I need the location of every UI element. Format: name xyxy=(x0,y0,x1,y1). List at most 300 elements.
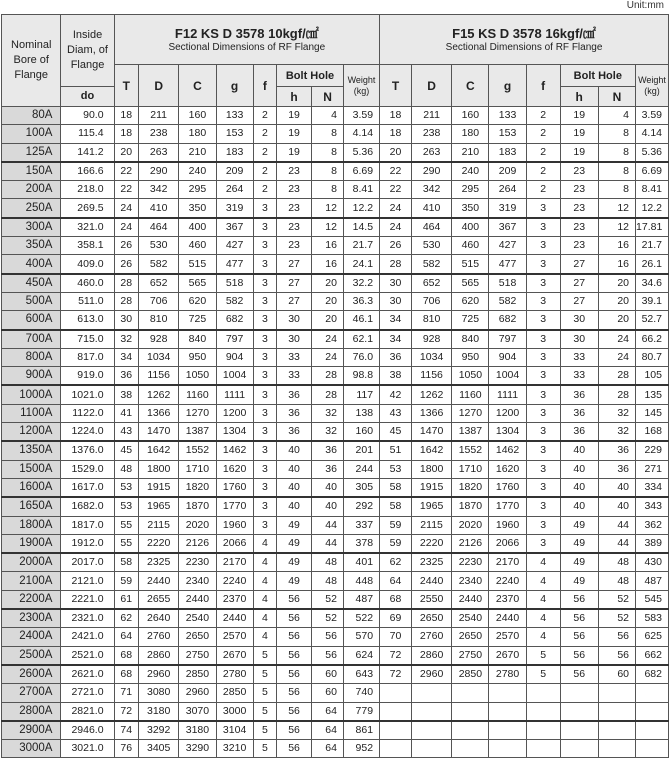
cell-h-f12: 40 xyxy=(277,497,312,516)
cell-c-f12: 2126 xyxy=(179,534,216,553)
cell-weight-f15: 545 xyxy=(636,590,669,609)
cell-f-f12: 3 xyxy=(253,385,276,404)
cell-c-f15: 840 xyxy=(452,330,489,349)
cell-g-f15: 367 xyxy=(489,218,526,237)
header-group-f15 xyxy=(380,15,669,65)
cell-n-f12: 32 xyxy=(312,423,344,442)
cell-inside-diameter: 1021.0 xyxy=(61,385,114,404)
cell-weight-f12: 98.8 xyxy=(343,367,379,386)
cell-t-f12: 71 xyxy=(114,684,138,702)
cell-f-f15: 3 xyxy=(526,292,560,310)
cell-t-f12: 58 xyxy=(114,553,138,572)
cell-d-f12: 290 xyxy=(138,162,178,181)
cell-d-f15: 652 xyxy=(411,274,451,293)
flange-dimension-table xyxy=(1,14,669,758)
cell-g-f12: 1960 xyxy=(216,516,253,534)
cell-h-f15: 40 xyxy=(560,460,598,478)
cell-f-f15 xyxy=(526,740,560,758)
cell-n-f12: 48 xyxy=(312,553,344,572)
cell-c-f12: 620 xyxy=(179,292,216,310)
cell-nominal-bore: 2400A xyxy=(2,628,61,646)
cell-t-f12: 62 xyxy=(114,609,138,628)
cell-c-f15: 1050 xyxy=(452,367,489,386)
cell-h-f15: 33 xyxy=(560,348,598,366)
cell-g-f12: 518 xyxy=(216,274,253,293)
cell-n-f12: 16 xyxy=(312,255,344,274)
col-f-f12: f xyxy=(253,65,276,107)
cell-c-f12: 2020 xyxy=(179,516,216,534)
cell-d-f15: 263 xyxy=(411,143,451,162)
cell-g-f15: 2670 xyxy=(489,646,526,665)
cell-d-f15 xyxy=(411,684,451,702)
cell-weight-f15: 145 xyxy=(636,404,669,422)
cell-n-f12: 60 xyxy=(312,684,344,702)
cell-weight-f12: 740 xyxy=(343,684,379,702)
cell-g-f12: 1760 xyxy=(216,478,253,497)
cell-t-f12: 72 xyxy=(114,702,138,721)
cell-inside-diameter: 3021.0 xyxy=(61,740,114,758)
cell-n-f12: 20 xyxy=(312,274,344,293)
cell-n-f15: 44 xyxy=(598,516,635,534)
cell-h-f12: 23 xyxy=(277,218,312,237)
cell-c-f12: 950 xyxy=(179,348,216,366)
cell-h-f15: 56 xyxy=(560,590,598,609)
cell-nominal-bore: 2500A xyxy=(2,646,61,665)
cell-t-f12: 76 xyxy=(114,740,138,758)
cell-f-f12: 5 xyxy=(253,684,276,702)
cell-n-f12: 64 xyxy=(312,702,344,721)
table-row xyxy=(2,348,669,366)
cell-n-f12: 8 xyxy=(312,125,344,143)
cell-t-f12: 53 xyxy=(114,497,138,516)
cell-d-f12: 652 xyxy=(138,274,178,293)
cell-h-f15: 23 xyxy=(560,237,598,255)
cell-h-f12: 56 xyxy=(277,609,312,628)
cell-f-f15: 5 xyxy=(526,665,560,684)
header-group-f12 xyxy=(114,15,380,65)
table-row xyxy=(2,237,669,255)
cell-weight-f12: 46.1 xyxy=(343,311,379,330)
cell-t-f12: 30 xyxy=(114,311,138,330)
cell-f-f15: 2 xyxy=(526,107,560,125)
cell-g-f12: 3000 xyxy=(216,702,253,721)
cell-n-f12: 20 xyxy=(312,311,344,330)
cell-c-f12: 2440 xyxy=(179,590,216,609)
cell-c-f12: 1050 xyxy=(179,367,216,386)
cell-weight-f15: 682 xyxy=(636,665,669,684)
table-row xyxy=(2,107,669,125)
cell-c-f12: 1552 xyxy=(179,441,216,460)
cell-h-f12: 19 xyxy=(277,107,312,125)
cell-h-f15: 56 xyxy=(560,646,598,665)
cell-f-f12: 3 xyxy=(253,199,276,218)
cell-g-f12: 3104 xyxy=(216,721,253,740)
cell-nominal-bore: 1350A xyxy=(2,441,61,460)
cell-n-f15: 32 xyxy=(598,404,635,422)
cell-n-f15: 60 xyxy=(598,665,635,684)
cell-weight-f12: 32.2 xyxy=(343,274,379,293)
cell-h-f12: 56 xyxy=(277,665,312,684)
cell-t-f15: 18 xyxy=(380,107,412,125)
cell-t-f15: 45 xyxy=(380,423,412,442)
cell-h-f15: 36 xyxy=(560,423,598,442)
cell-h-f15: 30 xyxy=(560,330,598,349)
cell-d-f12: 263 xyxy=(138,143,178,162)
cell-weight-f15 xyxy=(636,702,669,721)
cell-t-f12: 45 xyxy=(114,441,138,460)
cell-nominal-bore: 1650A xyxy=(2,497,61,516)
cell-f-f12: 2 xyxy=(253,162,276,181)
cell-h-f12: 40 xyxy=(277,460,312,478)
cell-c-f15: 2650 xyxy=(452,628,489,646)
cell-weight-f12: 305 xyxy=(343,478,379,497)
cell-weight-f15 xyxy=(636,721,669,740)
cell-g-f12: 2370 xyxy=(216,590,253,609)
cell-g-f15: 1770 xyxy=(489,497,526,516)
cell-f-f15: 2 xyxy=(526,125,560,143)
cell-f-f12: 4 xyxy=(253,553,276,572)
cell-t-f15: 69 xyxy=(380,609,412,628)
cell-h-f15 xyxy=(560,684,598,702)
cell-f-f15: 2 xyxy=(526,181,560,199)
cell-c-f12: 515 xyxy=(179,255,216,274)
cell-d-f15 xyxy=(411,702,451,721)
cell-g-f12: 153 xyxy=(216,125,253,143)
cell-c-f15: 240 xyxy=(452,162,489,181)
cell-g-f15: 797 xyxy=(489,330,526,349)
cell-h-f15: 40 xyxy=(560,497,598,516)
cell-f-f12: 3 xyxy=(253,218,276,237)
cell-inside-diameter: 2621.0 xyxy=(61,665,114,684)
cell-inside-diameter: 218.0 xyxy=(61,181,114,199)
cell-h-f12: 49 xyxy=(277,516,312,534)
cell-n-f12: 36 xyxy=(312,460,344,478)
cell-inside-diameter: 1529.0 xyxy=(61,460,114,478)
cell-nominal-bore: 2000A xyxy=(2,553,61,572)
cell-inside-diameter: 141.2 xyxy=(61,143,114,162)
header-inside-diameter: Inside Diam, of Flange xyxy=(61,15,114,87)
cell-d-f12: 2440 xyxy=(138,572,178,590)
cell-weight-f12: 779 xyxy=(343,702,379,721)
cell-f-f12: 3 xyxy=(253,423,276,442)
cell-c-f12: 460 xyxy=(179,237,216,255)
cell-nominal-bore: 1600A xyxy=(2,478,61,497)
cell-g-f15: 2066 xyxy=(489,534,526,553)
cell-f-f12: 3 xyxy=(253,311,276,330)
cell-weight-f12: 117 xyxy=(343,385,379,404)
cell-n-f15: 20 xyxy=(598,311,635,330)
cell-t-f12: 28 xyxy=(114,274,138,293)
cell-d-f15: 290 xyxy=(411,162,451,181)
cell-nominal-bore: 80A xyxy=(2,107,61,125)
col-n-f15: N xyxy=(598,87,635,107)
cell-d-f12: 342 xyxy=(138,181,178,199)
cell-d-f12: 706 xyxy=(138,292,178,310)
cell-weight-f12: 487 xyxy=(343,590,379,609)
cell-weight-f15: 334 xyxy=(636,478,669,497)
cell-f-f15 xyxy=(526,721,560,740)
cell-g-f12: 2440 xyxy=(216,609,253,628)
cell-inside-diameter: 115.4 xyxy=(61,125,114,143)
cell-h-f15: 19 xyxy=(560,143,598,162)
cell-f-f12: 2 xyxy=(253,107,276,125)
cell-d-f12: 238 xyxy=(138,125,178,143)
cell-inside-diameter: 2821.0 xyxy=(61,702,114,721)
cell-c-f15: 460 xyxy=(452,237,489,255)
cell-d-f15: 810 xyxy=(411,311,451,330)
cell-d-f12: 410 xyxy=(138,199,178,218)
cell-t-f12: 59 xyxy=(114,572,138,590)
cell-t-f12: 53 xyxy=(114,478,138,497)
cell-h-f15: 56 xyxy=(560,609,598,628)
cell-h-f15: 19 xyxy=(560,107,598,125)
cell-c-f12: 1870 xyxy=(179,497,216,516)
cell-c-f15 xyxy=(452,702,489,721)
cell-nominal-bore: 250A xyxy=(2,199,61,218)
cell-t-f12: 64 xyxy=(114,628,138,646)
cell-t-f15: 70 xyxy=(380,628,412,646)
cell-nominal-bore: 1000A xyxy=(2,385,61,404)
group-f12-subtitle: Sectional Dimensions of RF Flange xyxy=(168,42,326,53)
cell-d-f12: 2640 xyxy=(138,609,178,628)
cell-weight-f12: 24.1 xyxy=(343,255,379,274)
cell-n-f15: 24 xyxy=(598,348,635,366)
cell-h-f15 xyxy=(560,740,598,758)
cell-inside-diameter: 817.0 xyxy=(61,348,114,366)
cell-n-f12: 60 xyxy=(312,665,344,684)
cell-n-f12: 56 xyxy=(312,646,344,665)
cell-c-f12: 180 xyxy=(179,125,216,143)
cell-g-f15: 1760 xyxy=(489,478,526,497)
cell-d-f15: 1034 xyxy=(411,348,451,366)
cell-c-f12: 3290 xyxy=(179,740,216,758)
col-c-f15: C xyxy=(452,65,489,107)
cell-n-f12: 40 xyxy=(312,497,344,516)
cell-f-f12: 3 xyxy=(253,255,276,274)
cell-h-f12: 27 xyxy=(277,292,312,310)
cell-d-f15: 2960 xyxy=(411,665,451,684)
cell-n-f15: 12 xyxy=(598,199,635,218)
cell-d-f15: 706 xyxy=(411,292,451,310)
cell-h-f15: 49 xyxy=(560,572,598,590)
cell-weight-f15: 26.1 xyxy=(636,255,669,274)
cell-d-f15: 928 xyxy=(411,330,451,349)
cell-g-f12: 682 xyxy=(216,311,253,330)
cell-g-f15: 682 xyxy=(489,311,526,330)
cell-d-f15: 211 xyxy=(411,107,451,125)
cell-inside-diameter: 409.0 xyxy=(61,255,114,274)
cell-d-f12: 3292 xyxy=(138,721,178,740)
cell-h-f15: 36 xyxy=(560,404,598,422)
cell-f-f12: 3 xyxy=(253,497,276,516)
cell-n-f12: 28 xyxy=(312,385,344,404)
cell-t-f12: 24 xyxy=(114,199,138,218)
cell-d-f12: 928 xyxy=(138,330,178,349)
cell-h-f12: 49 xyxy=(277,572,312,590)
cell-c-f12: 1270 xyxy=(179,404,216,422)
cell-c-f15: 1270 xyxy=(452,404,489,422)
cell-weight-f12: 522 xyxy=(343,609,379,628)
cell-g-f12: 133 xyxy=(216,107,253,125)
cell-c-f15: 2850 xyxy=(452,665,489,684)
table-row xyxy=(2,143,669,162)
cell-g-f15: 209 xyxy=(489,162,526,181)
cell-f-f12: 3 xyxy=(253,274,276,293)
cell-n-f15 xyxy=(598,684,635,702)
cell-weight-f15: 229 xyxy=(636,441,669,460)
table-row xyxy=(2,478,669,497)
cell-d-f15: 2115 xyxy=(411,516,451,534)
cell-d-f15: 410 xyxy=(411,199,451,218)
cell-h-f15: 33 xyxy=(560,367,598,386)
cell-h-f15: 23 xyxy=(560,199,598,218)
cell-n-f12: 64 xyxy=(312,740,344,758)
cell-g-f15: 2240 xyxy=(489,572,526,590)
table-row xyxy=(2,740,669,758)
cell-n-f15: 28 xyxy=(598,385,635,404)
cell-d-f12: 1366 xyxy=(138,404,178,422)
cell-d-f15: 2760 xyxy=(411,628,451,646)
cell-d-f12: 1034 xyxy=(138,348,178,366)
cell-c-f15: 2230 xyxy=(452,553,489,572)
cell-g-f12: 1004 xyxy=(216,367,253,386)
cell-f-f12: 5 xyxy=(253,721,276,740)
cell-c-f15: 160 xyxy=(452,107,489,125)
cell-n-f12: 20 xyxy=(312,292,344,310)
cell-c-f12: 1820 xyxy=(179,478,216,497)
cell-g-f15: 133 xyxy=(489,107,526,125)
cell-d-f15: 1156 xyxy=(411,367,451,386)
cell-t-f12: 22 xyxy=(114,181,138,199)
cell-t-f15 xyxy=(380,684,412,702)
cell-c-f15: 210 xyxy=(452,143,489,162)
cell-t-f15: 20 xyxy=(380,143,412,162)
group-f15-title: F15 KS D 3578 16kgf/㎠ xyxy=(452,26,596,41)
cell-weight-f12: 160 xyxy=(343,423,379,442)
cell-c-f15: 1870 xyxy=(452,497,489,516)
cell-c-f15 xyxy=(452,684,489,702)
cell-g-f12: 2850 xyxy=(216,684,253,702)
cell-g-f15: 153 xyxy=(489,125,526,143)
cell-t-f15: 58 xyxy=(380,478,412,497)
cell-g-f15: 1960 xyxy=(489,516,526,534)
cell-f-f15: 3 xyxy=(526,404,560,422)
table-row xyxy=(2,385,669,404)
cell-c-f15: 1387 xyxy=(452,423,489,442)
cell-weight-f15 xyxy=(636,740,669,758)
cell-h-f15: 36 xyxy=(560,385,598,404)
cell-weight-f15: 12.2 xyxy=(636,199,669,218)
cell-c-f12: 2650 xyxy=(179,628,216,646)
cell-f-f12: 3 xyxy=(253,367,276,386)
cell-t-f15: 26 xyxy=(380,237,412,255)
cell-n-f15: 48 xyxy=(598,572,635,590)
cell-nominal-bore: 100A xyxy=(2,125,61,143)
cell-t-f12: 48 xyxy=(114,460,138,478)
cell-c-f12: 400 xyxy=(179,218,216,237)
cell-inside-diameter: 1817.0 xyxy=(61,516,114,534)
cell-g-f15: 2440 xyxy=(489,609,526,628)
cell-g-f15: 2170 xyxy=(489,553,526,572)
cell-h-f12: 23 xyxy=(277,162,312,181)
cell-c-f12: 565 xyxy=(179,274,216,293)
cell-inside-diameter: 511.0 xyxy=(61,292,114,310)
cell-h-f15: 56 xyxy=(560,628,598,646)
cell-weight-f12: 3.59 xyxy=(343,107,379,125)
table-row xyxy=(2,460,669,478)
cell-h-f15 xyxy=(560,721,598,740)
cell-g-f15: 582 xyxy=(489,292,526,310)
cell-f-f15: 3 xyxy=(526,460,560,478)
cell-h-f12: 49 xyxy=(277,553,312,572)
cell-g-f12: 1462 xyxy=(216,441,253,460)
cell-f-f15: 3 xyxy=(526,348,560,366)
cell-f-f15: 2 xyxy=(526,143,560,162)
cell-c-f15: 1710 xyxy=(452,460,489,478)
cell-c-f15: 2020 xyxy=(452,516,489,534)
cell-g-f15: 2370 xyxy=(489,590,526,609)
cell-weight-f15: 3.59 xyxy=(636,107,669,125)
cell-weight-f12: 570 xyxy=(343,628,379,646)
cell-t-f15: 34 xyxy=(380,311,412,330)
cell-inside-diameter: 2221.0 xyxy=(61,590,114,609)
cell-n-f12: 24 xyxy=(312,348,344,366)
cell-f-f12: 5 xyxy=(253,702,276,721)
col-d-f12: D xyxy=(138,65,178,107)
cell-g-f12: 319 xyxy=(216,199,253,218)
cell-inside-diameter: 2946.0 xyxy=(61,721,114,740)
cell-t-f15: 62 xyxy=(380,553,412,572)
cell-g-f15: 264 xyxy=(489,181,526,199)
cell-h-f12: 40 xyxy=(277,478,312,497)
cell-weight-f15: 430 xyxy=(636,553,669,572)
cell-f-f12: 3 xyxy=(253,441,276,460)
cell-h-f15: 27 xyxy=(560,274,598,293)
cell-h-f12: 30 xyxy=(277,330,312,349)
cell-n-f12: 64 xyxy=(312,721,344,740)
cell-d-f12: 2325 xyxy=(138,553,178,572)
cell-c-f12: 2230 xyxy=(179,553,216,572)
col-g-f12: g xyxy=(216,65,253,107)
cell-n-f15: 36 xyxy=(598,460,635,478)
cell-weight-f15: 52.7 xyxy=(636,311,669,330)
cell-d-f12: 530 xyxy=(138,237,178,255)
cell-nominal-bore: 1100A xyxy=(2,404,61,422)
col-n-f12: N xyxy=(312,87,344,107)
cell-weight-f15: 389 xyxy=(636,534,669,553)
cell-t-f15 xyxy=(380,721,412,740)
cell-weight-f12: 138 xyxy=(343,404,379,422)
table-row xyxy=(2,218,669,237)
cell-f-f15 xyxy=(526,702,560,721)
col-t-f12: T xyxy=(114,65,138,107)
cell-d-f15: 1800 xyxy=(411,460,451,478)
cell-d-f12: 1156 xyxy=(138,367,178,386)
cell-t-f12: 34 xyxy=(114,348,138,366)
cell-h-f12: 56 xyxy=(277,628,312,646)
cell-f-f12: 3 xyxy=(253,237,276,255)
cell-f-f12: 3 xyxy=(253,348,276,366)
cell-c-f12: 840 xyxy=(179,330,216,349)
cell-t-f12: 74 xyxy=(114,721,138,740)
cell-f-f12: 3 xyxy=(253,330,276,349)
cell-f-f15: 4 xyxy=(526,553,560,572)
cell-weight-f12: 4.14 xyxy=(343,125,379,143)
cell-n-f12: 28 xyxy=(312,367,344,386)
cell-c-f15: 2340 xyxy=(452,572,489,590)
cell-t-f15: 30 xyxy=(380,274,412,293)
cell-t-f12: 38 xyxy=(114,385,138,404)
